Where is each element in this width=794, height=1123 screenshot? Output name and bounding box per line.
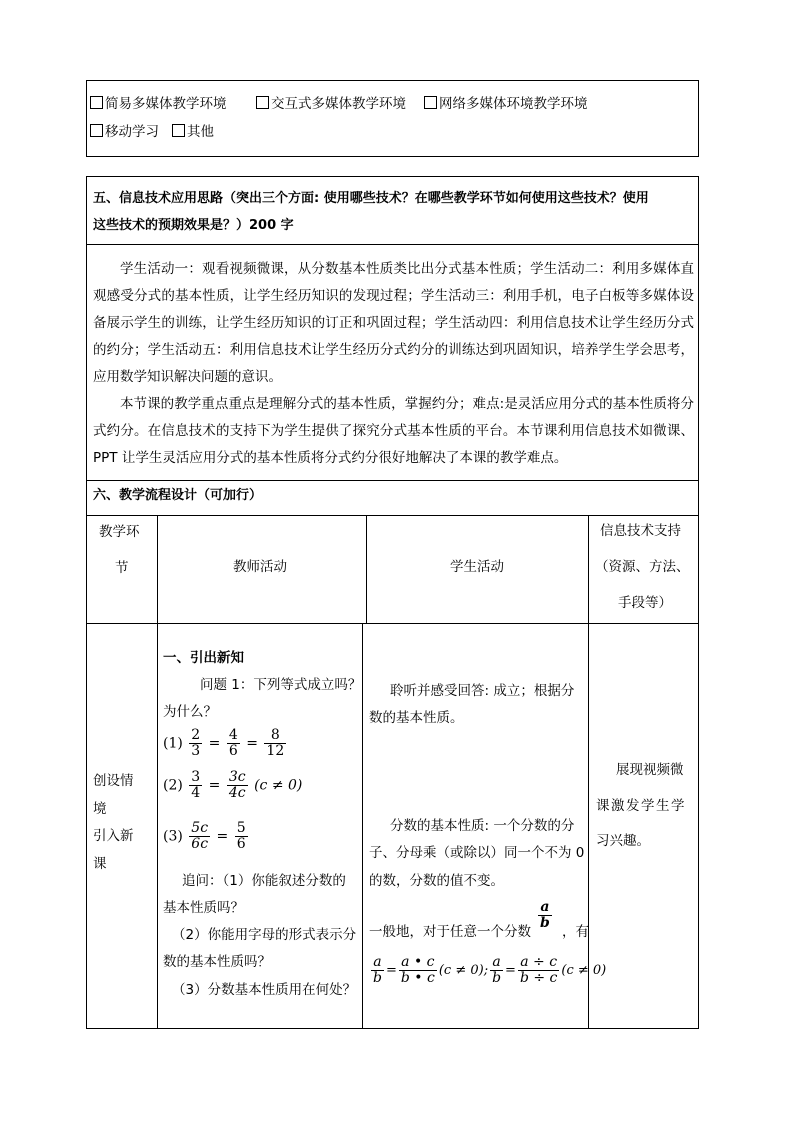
student-property-line3: 的数，分数的值不变。 bbox=[369, 873, 504, 889]
general-fraction bbox=[536, 900, 554, 931]
header-stage-line2: 节 bbox=[115, 560, 129, 576]
section5-heading-line1: 五、信息技术应用思路（突出三个方面: 使用哪些技术？在哪些教学环节如何使用这些技术？使用 bbox=[93, 191, 649, 206]
stage-line2: 境 bbox=[93, 801, 107, 817]
support-line3: 习兴趣。 bbox=[596, 833, 650, 849]
followup1-line1: 追问：（1）你能叙述分数的 bbox=[182, 873, 346, 889]
header-it-support-line3: 手段等） bbox=[618, 595, 672, 611]
question1-line2: 为什么？ bbox=[163, 704, 217, 720]
header-stage-line1: 教学环 bbox=[99, 524, 140, 540]
support-line1: 展现视频微 bbox=[616, 762, 684, 778]
equation-3: (3) $\frac{5c}{6c}$ = $\frac{5}{6}$ bbox=[163, 820, 246, 852]
student-general-tail: ，有 bbox=[562, 924, 589, 940]
env-option-other[interactable]: 其他 bbox=[172, 122, 214, 142]
stage-line1: 创设情 bbox=[93, 773, 134, 789]
question1-line1: 问题 1：下列等式成立吗？ bbox=[200, 677, 362, 693]
header-it-support-line1: 信息技术支持 bbox=[600, 523, 681, 539]
fraction: $\frac{a • c}{b • c}$ bbox=[400, 954, 435, 986]
checkbox[interactable] bbox=[90, 124, 103, 137]
env-option-network[interactable]: 网络多媒体环境教学环境 bbox=[424, 94, 588, 114]
header-it-support-line2: （资源、方法、 bbox=[595, 559, 690, 575]
fraction: $\frac{a}{b}$ bbox=[540, 899, 550, 931]
section5-paragraph-2: 本节课的教学重点重点是理解分式的基本性质，掌握约分；难点:是灵活应用分式的基本性质将分式约分。在信息技术的支持下为学生提供了探究分式基本性质的平台。本节课利用信息技术如微课、PPT 让学生灵活应用分式的基本性质将分式约分很好地解决了本课的教学难点。 bbox=[93, 396, 694, 466]
env-option-simple[interactable]: 简易多媒体教学环境 bbox=[90, 94, 227, 114]
env-option-mobile[interactable]: 移动学习 bbox=[90, 122, 159, 142]
support-line2: 课激发学生学 bbox=[596, 798, 686, 814]
section6-heading: 六、教学流程设计（可加行） bbox=[93, 488, 263, 503]
fraction: $\frac{5c}{6c}$ bbox=[191, 820, 209, 852]
student-general-line: 一般地，对于任意一个分数 bbox=[369, 924, 531, 940]
student-property-line1: 分数的基本性质: 一个分数的分 bbox=[390, 818, 575, 834]
checkbox[interactable] bbox=[90, 96, 103, 109]
stage-line4: 课 bbox=[93, 856, 107, 872]
fraction: $\frac{a}{b}$ bbox=[373, 954, 382, 986]
equation-2: (2) $\frac{3}{4}$ = $\frac{3c}{4c}$ (c ≠ 0) bbox=[163, 769, 303, 801]
header-teacher-activity: 教师活动 bbox=[233, 559, 287, 575]
fraction: $\frac{5}{6}$ bbox=[236, 820, 246, 852]
fraction: $\frac{a}{b}$ bbox=[492, 954, 502, 986]
property-formula: $\frac{a}{b}$ = $\frac{a • c}{b • c}$ (c ≠ 0); $\frac{a}{b}$ = $\frac{a \div c}{b \div c}$ (c ≠ 0) bbox=[373, 954, 607, 986]
teacher-title: 一、引出新知 bbox=[163, 650, 244, 666]
fraction: $\frac{a \div c}{b \div c}$ bbox=[519, 954, 558, 986]
student-answer1-line1: 聆听并感受回答: 成立；根据分 bbox=[390, 683, 575, 699]
section5-heading-line2: 这些技术的预期效果是？）200 字 bbox=[93, 218, 294, 233]
checkbox[interactable] bbox=[256, 96, 269, 109]
fraction: $\frac{3}{4}$ bbox=[191, 769, 201, 801]
fraction: $\frac{4}{6}$ bbox=[228, 727, 238, 759]
followup1-line2: 基本性质吗？ bbox=[163, 900, 244, 916]
student-answer1-line2: 数的基本性质。 bbox=[369, 710, 464, 726]
followup2-line2: 数的基本性质吗？ bbox=[163, 954, 271, 970]
fraction: $\frac{8}{12}$ bbox=[266, 727, 285, 759]
followup2-line1: （2）你能用字母的形式表示分 bbox=[172, 927, 357, 943]
env-option-interactive[interactable]: 交互式多媒体教学环境 bbox=[256, 94, 406, 114]
equation-1: (1) $\frac{2}{3}$ = $\frac{4}{6}$ = $\frac{8}{12}$ bbox=[163, 727, 285, 759]
stage-line3: 引入新 bbox=[93, 828, 134, 844]
fraction: $\frac{3c}{4c}$ bbox=[228, 769, 246, 801]
followup3: （3）分数基本性质用在何处？ bbox=[172, 982, 357, 998]
checkbox[interactable] bbox=[172, 124, 185, 137]
header-student-activity: 学生活动 bbox=[450, 559, 504, 575]
section5-paragraph-1: 学生活动一：观看视频微课，从分数基本性质类比出分式基本性质；学生活动二：利用多媒体直观感受分式的基本性质，让学生经历知识的发现过程；学生活动三：利用手机，电子白板等多媒体设备展示学生的训练，让学生经历知识的订正和巩固过程；学生活动四：利用信息技术让学生经历分式的约分；学生活动五：利用信息技术让学生经历分式约分的训练达到巩固知识，培养学生学会思考，应用数学知识解决问题的意识。 bbox=[93, 261, 694, 385]
checkbox[interactable] bbox=[424, 96, 437, 109]
fraction: $\frac{2}{3}$ bbox=[191, 727, 201, 759]
student-property-line2: 子、分母乘（或除以）同一个不为 0 bbox=[369, 845, 585, 861]
